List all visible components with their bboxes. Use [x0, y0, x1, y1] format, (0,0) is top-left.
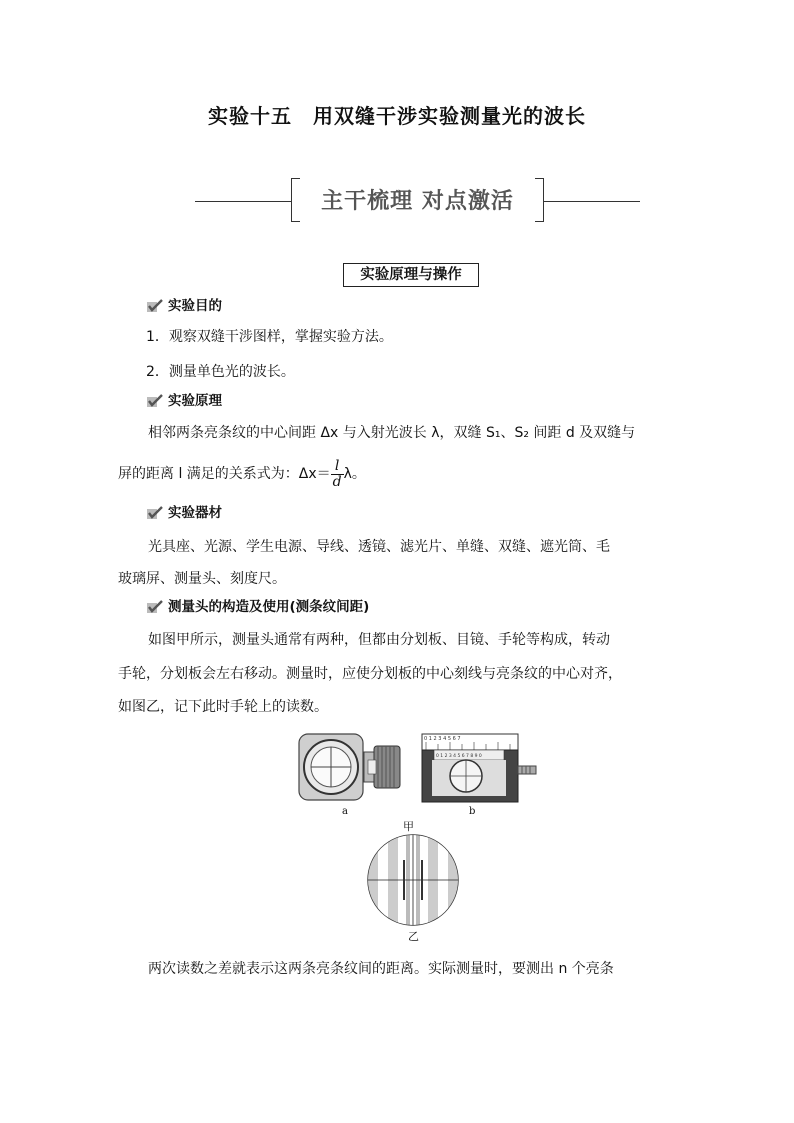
heading-measure-label: 测量头的构造及使用(测条纹间距)	[168, 599, 370, 615]
checkmark-icon	[146, 394, 164, 408]
measuring-head-a-figure	[298, 732, 404, 804]
purpose-item-2: 2．测量单色光的波长。	[146, 364, 295, 380]
interference-fringe-figure	[366, 832, 460, 928]
banner-title: 主干梳理 对点激活	[321, 188, 514, 214]
measure-line-3: 如图乙，记下此时手轮上的读数。	[118, 699, 328, 715]
formula-fraction	[331, 459, 344, 490]
principle-formula-suffix: λ。	[343, 466, 366, 482]
checkmark-icon	[146, 506, 164, 520]
equipment-line-1: 光具座、光源、学生电源、导线、透镜、滤光片、单缝、双缝、遮光筒、毛	[148, 539, 610, 555]
heading-purpose	[146, 297, 222, 315]
heading-principle	[146, 392, 222, 410]
section-banner	[195, 176, 640, 224]
figure-label-jia: 甲	[403, 820, 414, 833]
principle-line-2	[118, 455, 366, 493]
banner-bracket-right	[535, 178, 544, 222]
measure-line-2: 手轮，分划板会左右移动。测量时，应使分划板的中心刻线与亮条纹的中心对齐，	[118, 666, 622, 682]
checkmark-icon	[146, 600, 164, 614]
heading-equipment-label: 实验器材	[168, 505, 222, 521]
banner-rule-right	[544, 201, 640, 202]
heading-equipment	[146, 504, 222, 522]
heading-purpose-label: 实验目的	[168, 298, 222, 314]
purpose-item-1: 1．观察双缝干涉图样，掌握实验方法。	[146, 329, 393, 345]
checkmark-icon	[146, 299, 164, 313]
principle-line-1: 相邻两条亮条纹的中心间距 Δx 与入射光波长 λ，双缝 S₁、S₂ 间距 d 及双缝与	[148, 425, 636, 441]
fraction-denominator: d	[332, 473, 342, 490]
figure-label-yi: 乙	[408, 930, 419, 943]
banner-bracket-left	[291, 178, 300, 222]
figure-label-a: a	[342, 806, 348, 817]
figure-label-b: b	[469, 806, 476, 817]
fraction-numerator: l	[331, 459, 344, 475]
principle-formula-prefix: 屏的距离 l 满足的关系式为：Δx＝	[118, 466, 331, 482]
page-title: 实验十五 用双缝干涉实验测量光的波长	[208, 104, 586, 128]
heading-principle-label: 实验原理	[168, 393, 222, 409]
scale-top-text: 0 1 2 3 4 5 6 7	[424, 736, 461, 742]
equipment-line-2: 玻璃屏、测量头、刻度尺。	[118, 571, 286, 587]
scale-bottom-text: 0 1 2 3 4 5 6 7 8 9 0	[436, 754, 482, 759]
banner-rule-left	[195, 201, 291, 202]
measure-line-1: 如图甲所示，测量头通常有两种，但都由分划板、目镜、手轮等构成，转动	[148, 632, 610, 648]
measuring-head-b-figure	[420, 732, 538, 804]
closing-paragraph: 两次读数之差就表示这两条亮条纹间的距离。实际测量时，要测出 n 个亮条	[148, 961, 614, 977]
heading-measure	[146, 598, 369, 616]
section-heading: 实验原理与操作	[343, 263, 479, 287]
